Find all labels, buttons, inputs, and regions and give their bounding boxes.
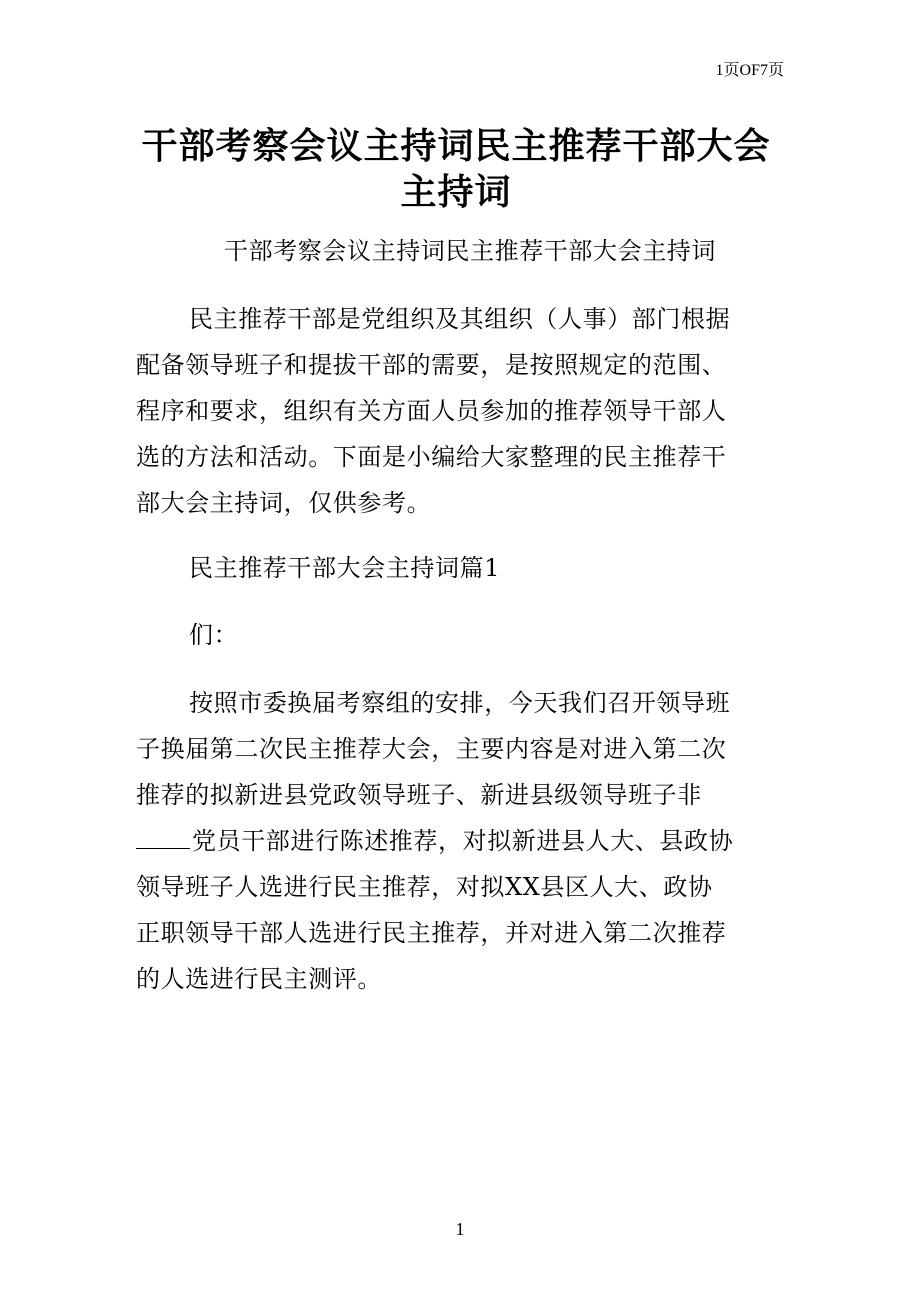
title-line-1: 干部考察会议主持词民主推荐干部大会 — [141, 126, 771, 167]
title-line-2: 主持词 — [400, 172, 512, 213]
document-subtitle — [136, 228, 844, 274]
main-line: 领导班子人选进行民主推荐，对拟XX县区人大、政协 — [136, 873, 713, 901]
main-line: 推荐的拟新进县党政领导班子、新进县级领导班子非 — [136, 781, 702, 809]
intro-line: 部大会主持词，仅供参考。 — [136, 489, 432, 517]
main-line-with-blank — [136, 818, 786, 864]
document-title — [136, 124, 776, 216]
main-line: 的人选进行民主测评。 — [136, 965, 382, 993]
page-number-footer: 1 — [455, 1219, 465, 1239]
intro-line: 配备领导班子和提拔干部的需要，是按照规定的范围、 — [136, 351, 727, 379]
intro-line: 程序和要求，组织有关方面人员参加的推荐领导干部人 — [136, 397, 727, 425]
section-heading-text: 民主推荐干部大会主持词篇1 — [189, 554, 501, 582]
subtitle-text: 干部考察会议主持词民主推荐干部大会主持词 — [224, 237, 716, 265]
intro-paragraph — [136, 296, 786, 526]
section-heading — [136, 545, 786, 591]
main-paragraph — [136, 680, 786, 1002]
page-count-header: 1页OF7页 — [715, 62, 784, 79]
salutation — [136, 612, 786, 658]
main-line-text: 党员干部进行陈述推荐，对拟新进县人大、县政协 — [192, 827, 734, 855]
intro-line: 选的方法和活动。下面是小编给大家整理的民主推荐干 — [136, 443, 727, 471]
main-line: 子换届第二次民主推荐大会，主要内容是对进入第二次 — [136, 735, 727, 763]
fill-in-blank — [136, 826, 190, 849]
main-line: 正职领导干部人选进行民主推荐，并对进入第二次推荐 — [136, 919, 727, 947]
intro-line: 民主推荐干部是党组织及其组织（人事）部门根据 — [189, 305, 731, 333]
salutation-text: 们： — [189, 621, 239, 649]
main-line: 按照市委换届考察组的安排，今天我们召开领导班 — [189, 689, 731, 717]
